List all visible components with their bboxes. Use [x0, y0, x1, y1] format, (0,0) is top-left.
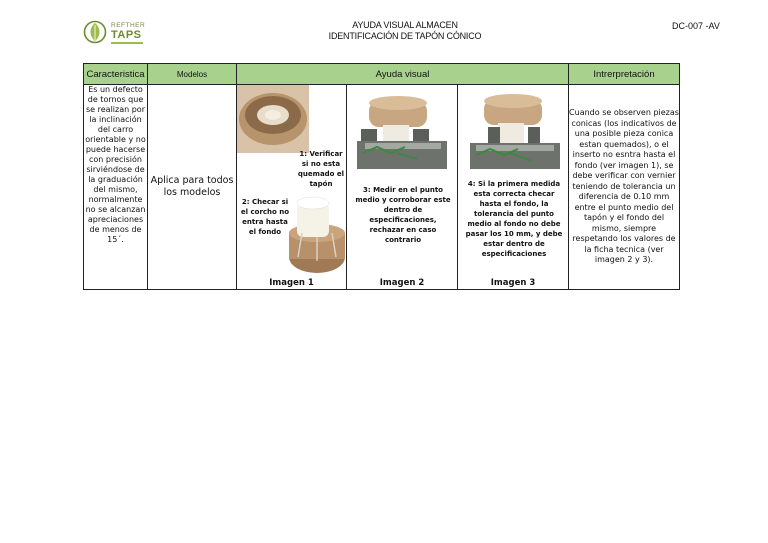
document-code: DC-007 -AV	[672, 21, 720, 31]
leaf-logo-icon	[83, 20, 107, 44]
logo-subtitle: REFTHER	[111, 22, 146, 29]
image-1-caption: Imagen 1	[269, 278, 314, 288]
logo-underline	[111, 42, 143, 44]
company-logo	[83, 20, 153, 46]
image-2-cell	[347, 85, 458, 290]
image-3-note: 4: Si la primera medida esta correcta checar hasta el fondo, la tolerancia del punto medio al fondo no debe pasar los 10 mm, y debe estar dentro de especificaciones	[465, 180, 563, 258]
header-interpretacion: Intrerpretación	[569, 64, 680, 85]
interpretacion-text: Cuando se observen piezas conicas (los indicativos de una posible pieza conica estan quemados), o el inserto no esntra hasta el fondo (ver imagen 1), se debe verificar con vernier teniendo de tolerancia un diferencia de 0.10 mm entre el punto medio del tapón y el fondo del mismo, siempre respetando los valores de la ficha tecnica (ver imagen 2 y 3).	[569, 85, 680, 290]
image-1-cell	[237, 85, 347, 290]
image-3-cell	[458, 85, 569, 290]
title-line-1: AYUDA VISUAL ALMACEN	[352, 20, 458, 30]
image-3-caliper-photo	[470, 91, 560, 175]
image-1-note-1: 1: Verificar si no esta quemado el tapón	[297, 150, 345, 188]
title-line-2: IDENTIFICACIÓN DE TAPÓN CÓNICO	[328, 31, 482, 41]
header-modelos: Modelos	[148, 64, 237, 85]
image-1-note-2: 2: Checar si el corcho no entra hasta el fondo	[240, 198, 290, 236]
visual-aid-table	[83, 63, 680, 290]
caracteristica-text: Es un defecto de tornos que se realizan por la inclinación del carro orientable y no puede hacerse con precisión sirviéndose de la graduación del mismo, normalmente no se alcanzan apreciaciones de menos de 15´.	[84, 85, 148, 290]
content-row	[84, 85, 680, 290]
header-row	[84, 64, 680, 85]
header-ayuda-visual: Ayuda visual	[237, 64, 569, 85]
logo-title: TAPS	[111, 29, 142, 41]
image-2-caliper-photo	[357, 91, 447, 181]
modelos-text: Aplica para todos los modelos	[148, 85, 237, 290]
document-title	[260, 20, 550, 42]
header-caracteristica: Caracteristica	[84, 64, 148, 85]
image-3-caption: Imagen 3	[490, 278, 536, 288]
image-2-caption: Imagen 2	[379, 278, 425, 288]
image-2-note: 3: Medir en el punto medio y corroborar este dentro de especificaciones, rechazar en caso contrario	[355, 186, 451, 244]
